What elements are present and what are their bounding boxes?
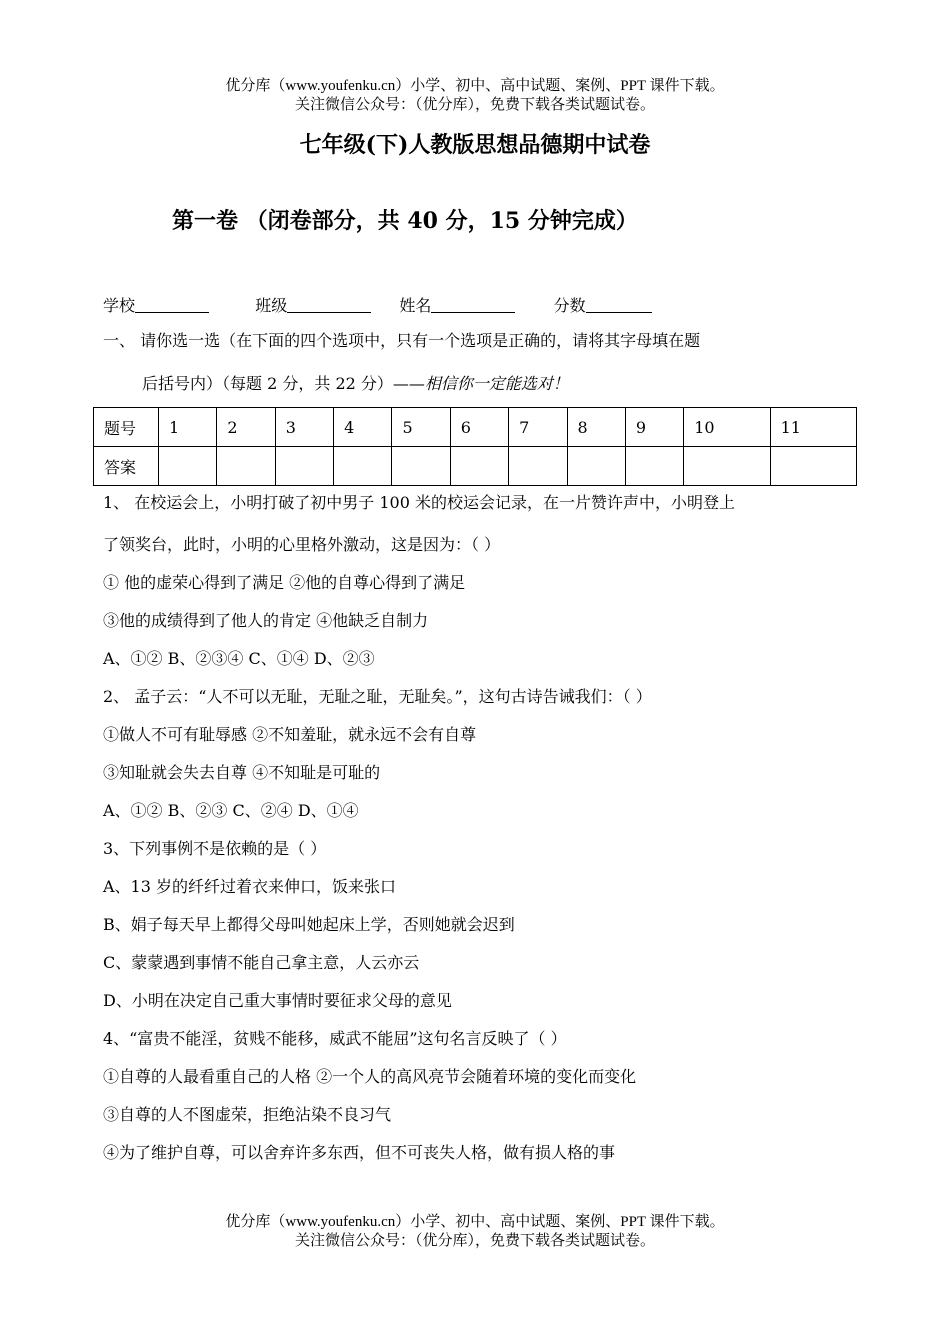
page-title: 七年级(下)人教版思想品德期中试卷: [299, 132, 651, 158]
answer-cell[interactable]: [625, 447, 683, 486]
answer-row-label: 答案: [94, 447, 159, 486]
q4-options-line1: ①自尊的人最看重自己的人格 ②一个人的高风亮节会随着环境的变化而变化: [103, 1067, 637, 1086]
section1-slogan: 相信你一定能选对！: [424, 374, 569, 393]
answer-cell[interactable]: [217, 447, 275, 486]
footer-line-2: 关注微信公众号：（优分库），免费下载各类试题试卷。: [294, 1233, 655, 1249]
q1-options-line1: ① 他的虚荣心得到了满足 ②他的自尊心得到了满足: [103, 573, 466, 592]
q2-options-line2: ③知耻就会失去自尊 ④不知耻是可耻的: [103, 763, 381, 782]
q4-stem: 4、“富贵不能淫，贫贱不能移，威武不能屈”这句名言反映了（ ）: [103, 1029, 567, 1048]
answer-cell[interactable]: [770, 447, 856, 486]
q1-stem-line1: 1、 在校运会上，小明打破了初中男子 100 米的校运会记录，在一片赞许声中，小明登上: [103, 493, 735, 512]
question-number-cell: 1: [159, 408, 217, 447]
answer-cell[interactable]: [509, 447, 567, 486]
question-number-cell: 8: [567, 408, 625, 447]
answer-cell[interactable]: [275, 447, 333, 486]
answer-table: [93, 407, 857, 486]
question-number-cell: 2: [217, 408, 275, 447]
answer-cell[interactable]: [567, 447, 625, 486]
number-row-label: 题号: [94, 408, 159, 447]
header-line-2: 关注微信公众号：（优分库），免费下载各类试题试卷。: [294, 97, 655, 113]
q4-options-line2: ③自尊的人不图虚荣，拒绝沾染不良习气: [103, 1105, 392, 1124]
header-line-1: 优分库（www.youfenku.cn）小学、初中、高中试题、案例、PPT 课件下载。: [225, 78, 725, 94]
question-number-cell: 3: [275, 408, 333, 447]
q3-option-b: B、娟子每天早上都得父母叫她起床上学，否则她就会迟到: [103, 915, 515, 934]
answer-cell[interactable]: [159, 447, 217, 486]
section1-instruction-main: 后括号内）（每题 2 分，共 22 分）——: [142, 374, 425, 393]
answer-table-number-row: [94, 408, 857, 447]
q3-option-c: C、蒙蒙遇到事情不能自己拿主意，人云亦云: [103, 953, 420, 972]
q3-option-a: A、13 岁的纤纤过着衣来伸口，饭来张口: [103, 877, 397, 896]
q2-choices: A、①② B、②③ C、②④ D、①④: [103, 801, 359, 820]
section1-instruction-line1: 一、 请你选一选（在下面的四个选项中，只有一个选项是正确的，请将其字母填在题: [103, 331, 701, 350]
answer-table-answer-row: [94, 447, 857, 486]
answer-cell[interactable]: [392, 447, 450, 486]
question-number-cell: 10: [684, 408, 770, 447]
question-number-cell: 4: [334, 408, 392, 447]
question-number-cell: 9: [625, 408, 683, 447]
school-label: 学校: [103, 296, 136, 315]
q1-options-line2: ③他的成绩得到了他人的肯定 ④他缺乏自制力: [103, 611, 429, 630]
answer-cell[interactable]: [450, 447, 508, 486]
question-number-cell: 5: [392, 408, 450, 447]
class-label: 班级: [255, 296, 288, 315]
school-blank[interactable]: [135, 296, 209, 313]
footer-line-1: 优分库（www.youfenku.cn）小学、初中、高中试题、案例、PPT 课件下载。: [225, 1214, 725, 1230]
class-blank[interactable]: [287, 296, 371, 313]
name-blank[interactable]: [431, 296, 515, 313]
page-subtitle: 第一卷 （闭卷部分，共 40 分，15 分钟完成）: [172, 208, 638, 234]
answer-cell[interactable]: [684, 447, 770, 486]
q1-choices: A、①② B、②③④ C、①④ D、②③: [103, 649, 375, 668]
question-number-cell: 6: [450, 408, 508, 447]
q2-options-line1: ①做人不可有耻辱感 ②不知羞耻，就永远不会有自尊: [103, 725, 477, 744]
score-blank[interactable]: [586, 296, 652, 313]
score-label: 分数: [553, 296, 586, 315]
student-info-row: [103, 293, 652, 316]
question-number-cell: 7: [509, 408, 567, 447]
name-label: 姓名: [399, 296, 432, 315]
q2-stem: 2、 孟子云：“人不可以无耻，无耻之耻，无耻矣。”，这句古诗告诫我们：（ ）: [103, 687, 652, 706]
q3-option-d: D、小明在决定自己重大事情时要征求父母的意见: [103, 991, 452, 1010]
q1-stem-line2: 了领奖台，此时，小明的心里格外激动，这是因为：（ ）: [103, 535, 501, 554]
question-number-cell: 11: [770, 408, 856, 447]
answer-cell[interactable]: [334, 447, 392, 486]
q4-options-line3: ④为了维护自尊，可以舍弃许多东西，但不可丧失人格，做有损人格的事: [103, 1143, 616, 1162]
q3-stem: 3、下列事例不是依赖的是（ ）: [103, 839, 327, 858]
section1-instruction-line2: [142, 373, 569, 395]
